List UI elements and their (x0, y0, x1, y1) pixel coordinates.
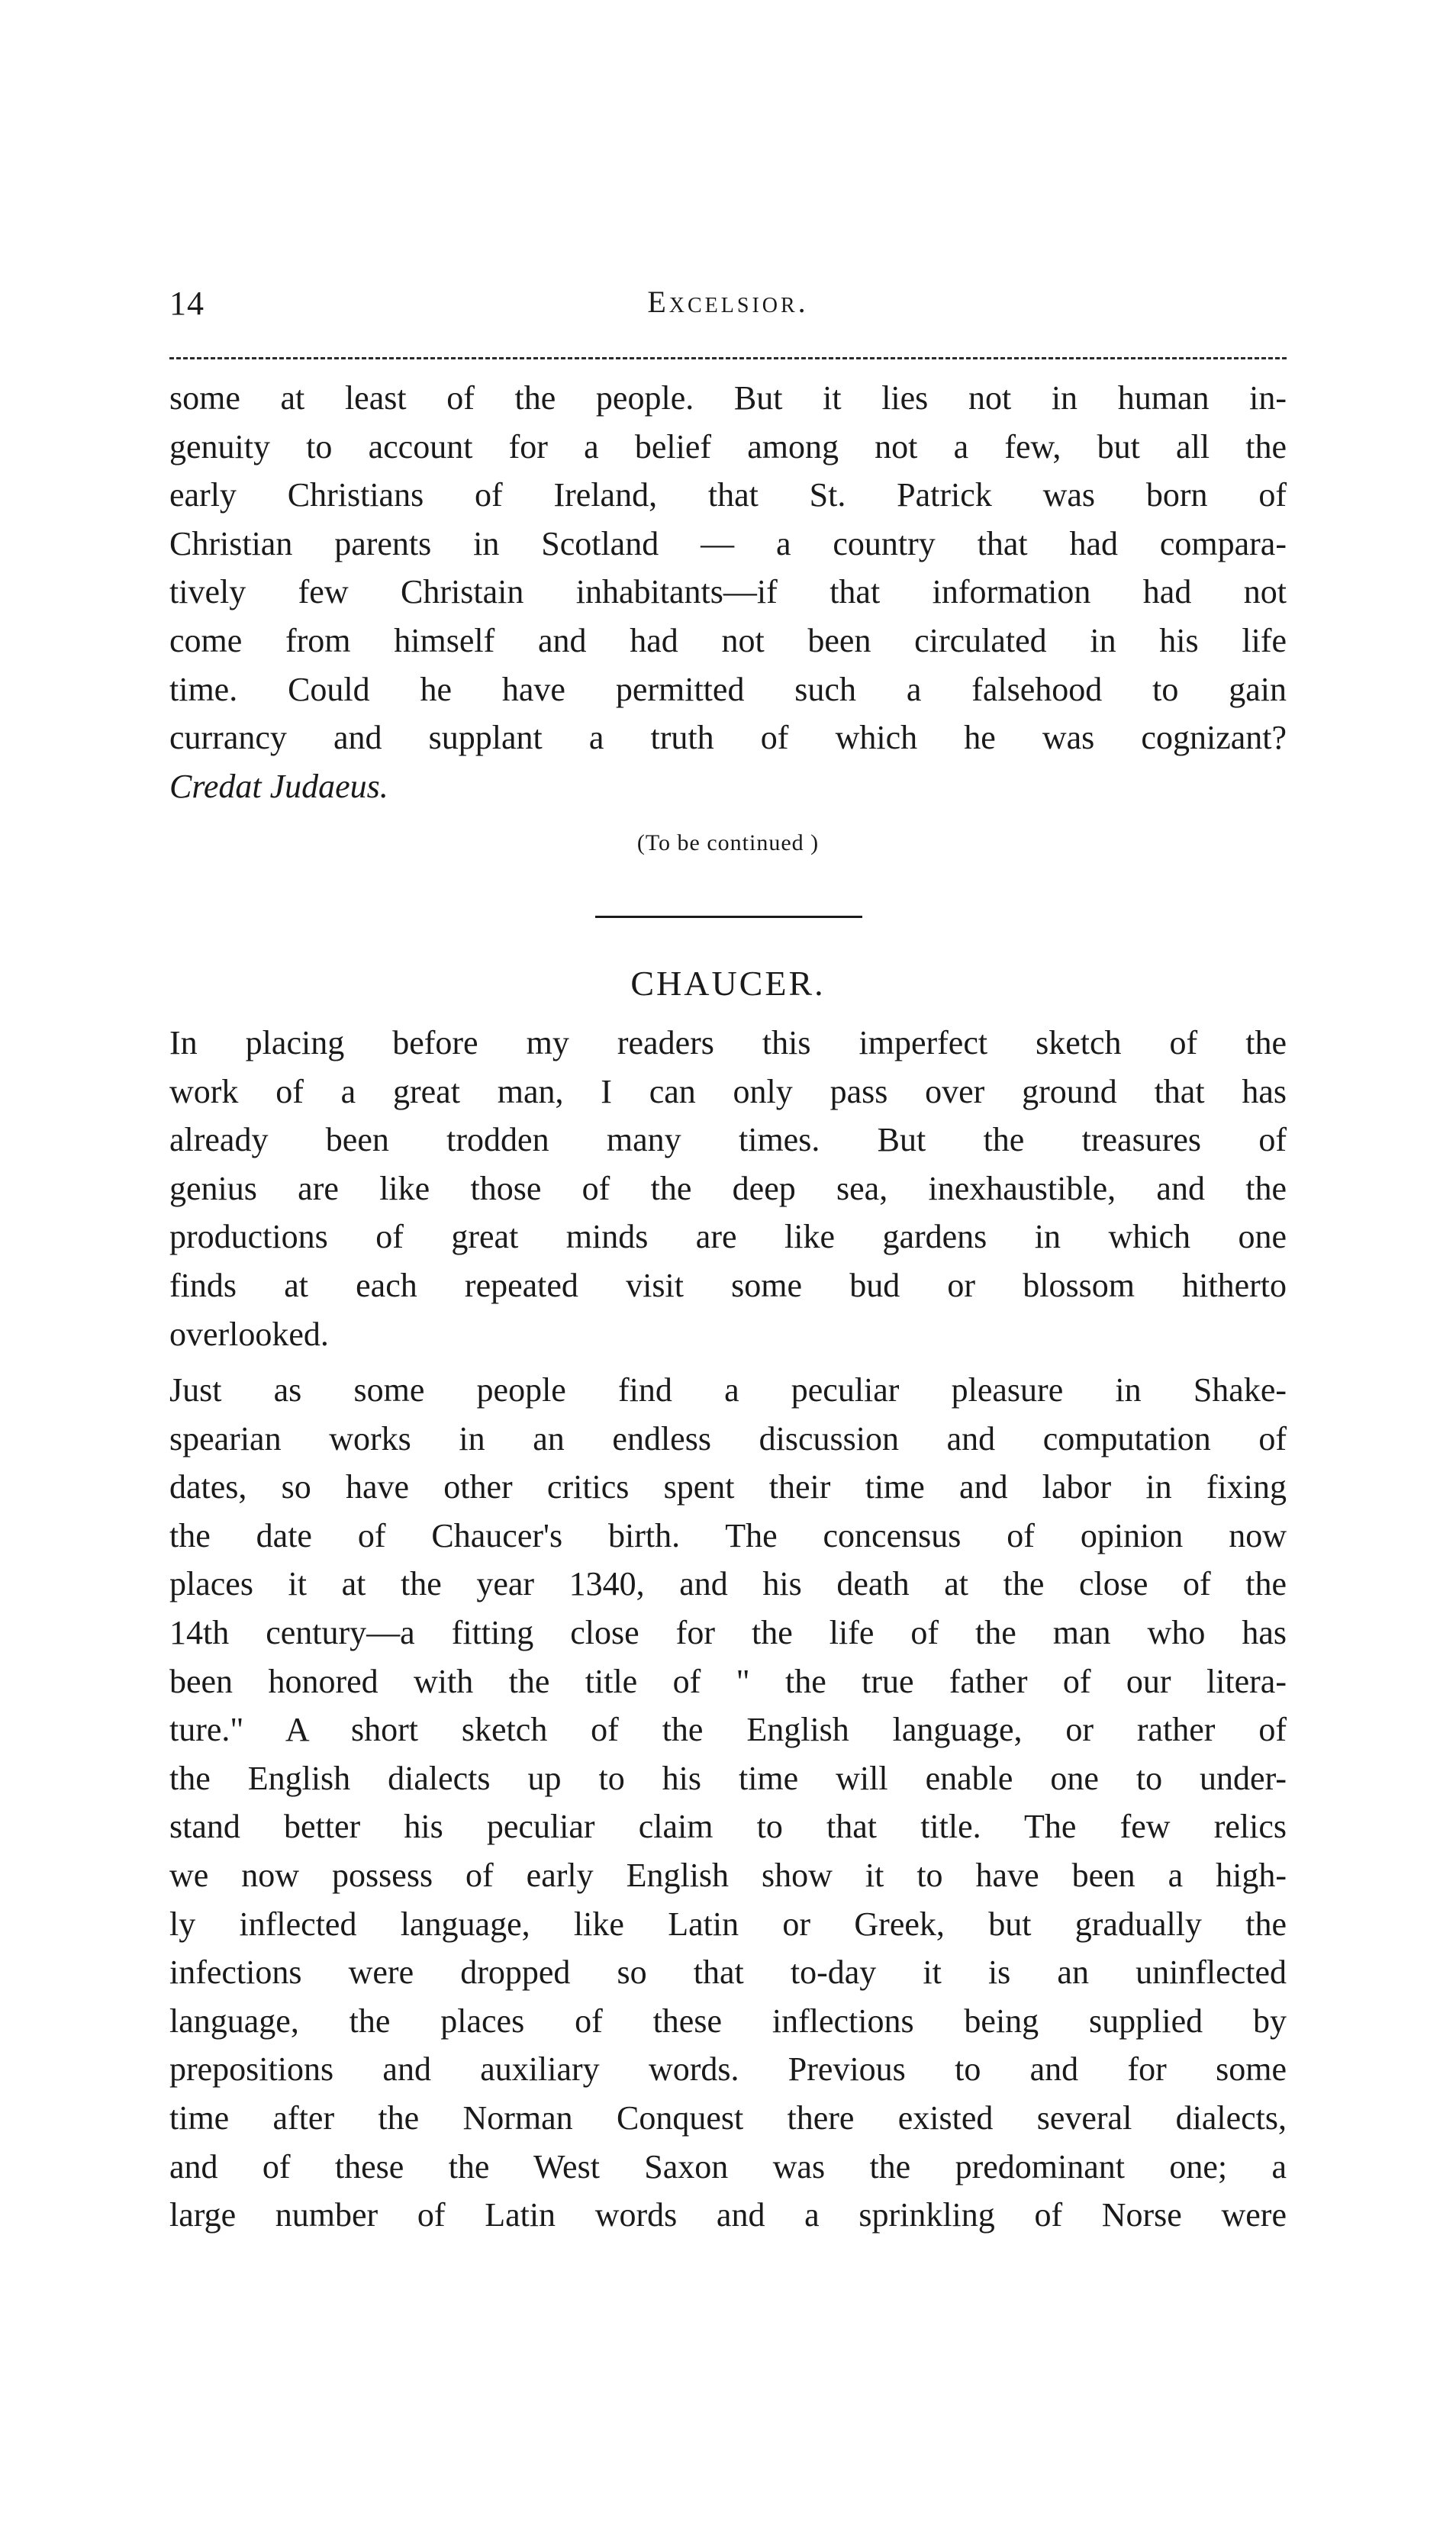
text-line: genius are like those of the deep sea, inexhaustible, and the (169, 1169, 1287, 1207)
text-line: productions of great minds are like gardens in which one (169, 1218, 1287, 1256)
text-line: finds at each repeated visit some bud or blossom hitherto (169, 1266, 1287, 1304)
text-line: Christian parents in Scotland — a country that had compara- (169, 524, 1287, 562)
section-divider (595, 916, 862, 918)
text-line: places it at the year 1340, and his death at the close of the (169, 1565, 1287, 1603)
page-header (169, 284, 1287, 337)
text-line: infections were dropped so that to-day it is an uninflected (169, 1954, 1287, 1992)
text-line: stand better his peculiar claim to that title. The few relics (169, 1808, 1287, 1846)
paragraph-2 (169, 1366, 1287, 2240)
text-line: been honored with the title of " the true father of our litera- (169, 1662, 1287, 1700)
text-line: the date of Chaucer's birth. The concensus of opinion now (169, 1516, 1287, 1554)
text-line: ture." A short sketch of the English language, or rather of (169, 1711, 1287, 1749)
text-line: time after the Norman Conquest there existed several dialects, (169, 2098, 1287, 2137)
text-line: 14th century—a fitting close for the life of the man who has (169, 1613, 1287, 1651)
text-line: tively few Christain inhabitants—if that information had not (169, 573, 1287, 611)
text-line: time. Could he have permitted such a falsehood to gain (169, 670, 1287, 708)
header-rule (169, 357, 1287, 359)
continued-text (169, 374, 1287, 810)
text-line: large number of Latin words and a sprinkling of Norse were (169, 2196, 1287, 2234)
text-line: language, the places of these inflections being supplied by (169, 2002, 1287, 2040)
text-line: the English dialects up to his time will enable one to under- (169, 1759, 1287, 1797)
section-title: CHAUCER. (630, 964, 826, 1003)
text-line: early Christians of Ireland, that St. Patrick was born of (169, 476, 1287, 514)
text-line: some at least of the people. But it lies not in human in- (169, 379, 1287, 417)
text-line: currancy and supplant a truth of which he was cognizant? (169, 719, 1287, 757)
text-line: dates, so have other critics spent their time and labor in fixing (169, 1468, 1287, 1506)
text-line: ly inflected language, like Latin or Greek, but gradually the (169, 1905, 1287, 1943)
text-line: spearian works in an endless discussion and computation of (169, 1419, 1287, 1457)
text-line: work of a great man, I can only pass over ground that has (169, 1072, 1287, 1110)
latin-phrase: Credat Judaeus. (169, 767, 388, 805)
running-title: Excelsior. (647, 285, 809, 319)
paragraph-1 (169, 1019, 1287, 1358)
text-line: we now possess of early English show it to have been a high- (169, 1856, 1287, 1894)
text-line: and of these the West Saxon was the predominant one; a (169, 2147, 1287, 2185)
text-line: overlooked. (169, 1315, 329, 1353)
page-number: 14 (169, 285, 205, 322)
text-line: Just as some people find a peculiar pleasure in Shake- (169, 1371, 1287, 1409)
text-line: In placing before my readers this imperfect sketch of the (169, 1024, 1287, 1061)
text-line: genuity to account for a belief among not a few, but all the (169, 427, 1287, 465)
text-line: already been trodden many times. But the treasures of (169, 1121, 1287, 1159)
text-line: come from himself and had not been circulated in his life (169, 621, 1287, 659)
text-line: prepositions and auxiliary words. Previous to and for some (169, 2050, 1287, 2089)
continued-note: (To be continued ) (636, 830, 820, 855)
